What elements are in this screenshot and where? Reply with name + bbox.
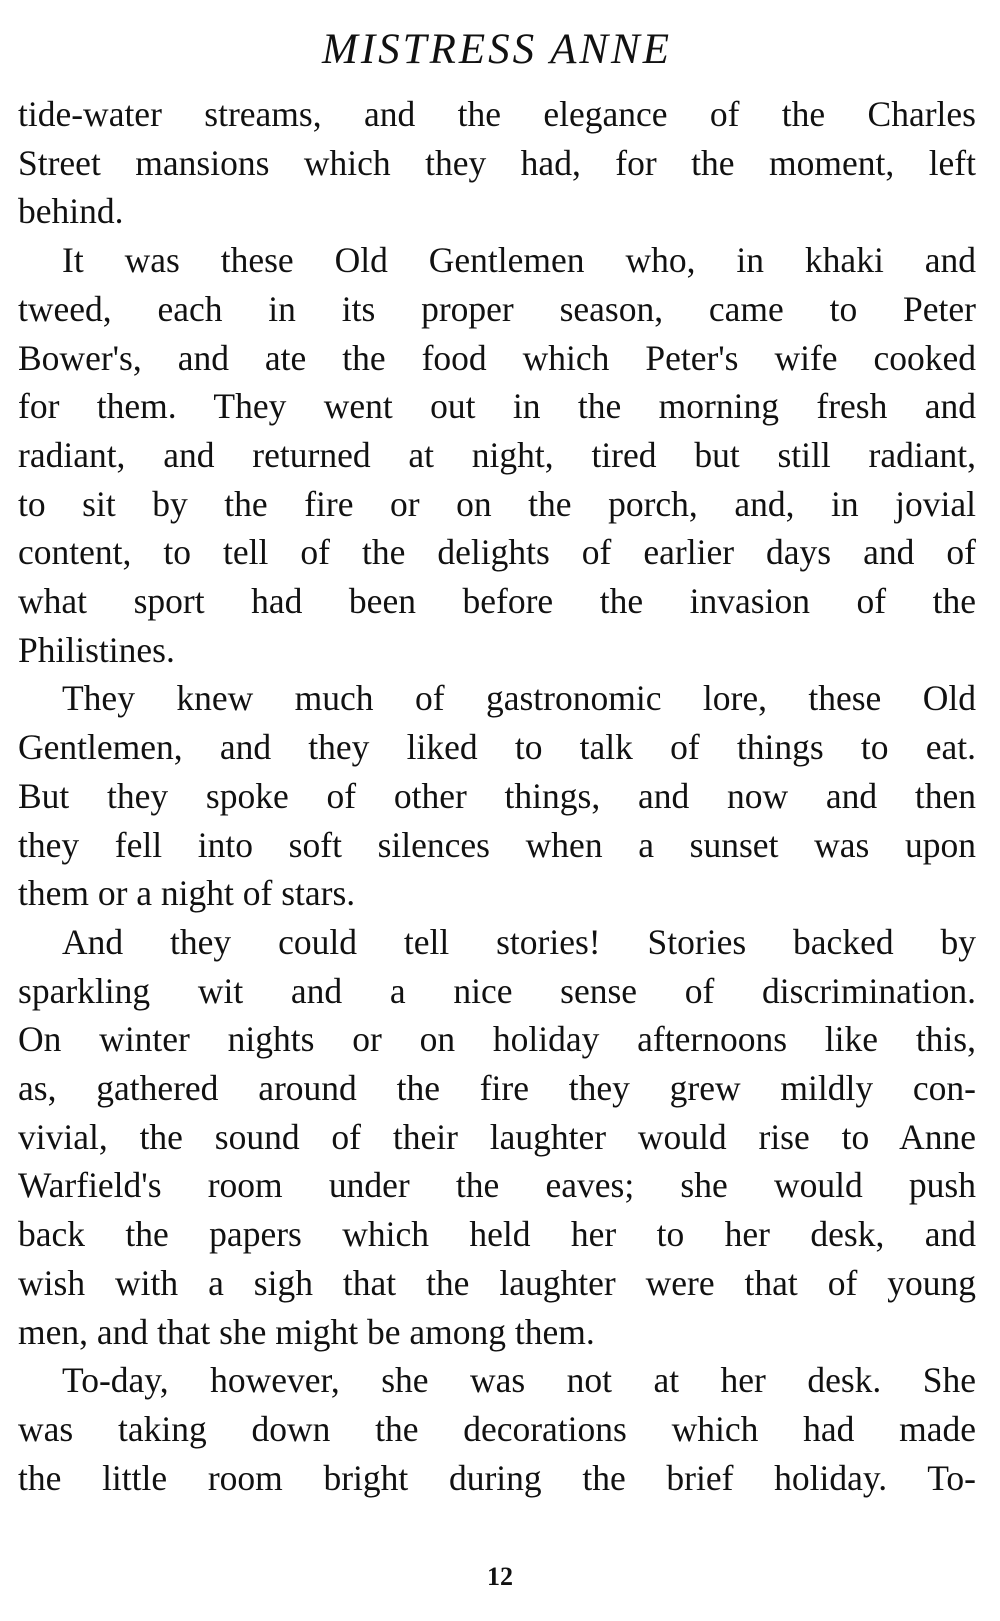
paragraph xyxy=(18,674,976,918)
text-line: They knew much of gastronomic lore, these Old xyxy=(62,678,976,719)
running-head: MISTRESS ANNE xyxy=(322,26,672,73)
text-line: they fell into soft silences when a sunset was upon xyxy=(18,824,976,865)
page-number: 12 xyxy=(487,1562,513,1591)
text-line: them or a night of stars. xyxy=(18,873,356,914)
book-page xyxy=(18,24,976,1502)
paragraph xyxy=(18,918,976,1356)
text-line: content, to tell of the delights of earlier days and of xyxy=(18,532,976,573)
text-line: On winter nights or on holiday afternoons like this, xyxy=(18,1019,976,1060)
text-line: behind. xyxy=(18,191,124,232)
text-line: Gentlemen, and they liked to talk of things to eat. xyxy=(18,727,976,768)
text-line: back the papers which held her to her desk, and xyxy=(18,1214,976,1255)
paragraph xyxy=(18,90,976,236)
text-line: wish with a sigh that the laughter were that of young xyxy=(18,1262,976,1303)
text-line: Bower's, and ate the food which Peter's wife cooked xyxy=(18,337,976,378)
text-line: was taking down the decorations which had made xyxy=(18,1408,976,1449)
text-line: Street mansions which they had, for the moment, left xyxy=(18,142,976,183)
text-line: what sport had been before the invasion of the xyxy=(18,581,976,622)
text-line: as, gathered around the fire they grew mildly con- xyxy=(18,1068,976,1109)
text-line: tweed, each in its proper season, came to Peter xyxy=(18,288,976,329)
text-line: To-day, however, she was not at her desk. She xyxy=(62,1360,976,1401)
text-line: sparkling wit and a nice sense of discrimination. xyxy=(18,970,976,1011)
text-line: And they could tell stories! Stories backed by xyxy=(62,921,976,962)
text-line: to sit by the fire or on the porch, and, in jovial xyxy=(18,483,976,524)
text-line: It was these Old Gentlemen who, in khaki and xyxy=(62,240,976,281)
paragraph xyxy=(18,1356,976,1502)
text-line: Warfield's room under the eaves; she would push xyxy=(18,1165,976,1206)
paragraph xyxy=(18,236,976,674)
text-line: the little room bright during the brief holiday. To- xyxy=(18,1457,976,1498)
text-line: Philistines. xyxy=(18,629,175,670)
text-line: radiant, and returned at night, tired but still radiant, xyxy=(18,434,976,475)
text-line: men, and that she might be among them. xyxy=(18,1311,595,1352)
text-line: tide-water streams, and the elegance of the Charles xyxy=(18,94,976,134)
text-line: vivial, the sound of their laughter would rise to Anne xyxy=(18,1116,976,1157)
text-line: But they spoke of other things, and now and then xyxy=(18,775,976,816)
text-line: for them. They went out in the morning fresh and xyxy=(18,386,976,427)
